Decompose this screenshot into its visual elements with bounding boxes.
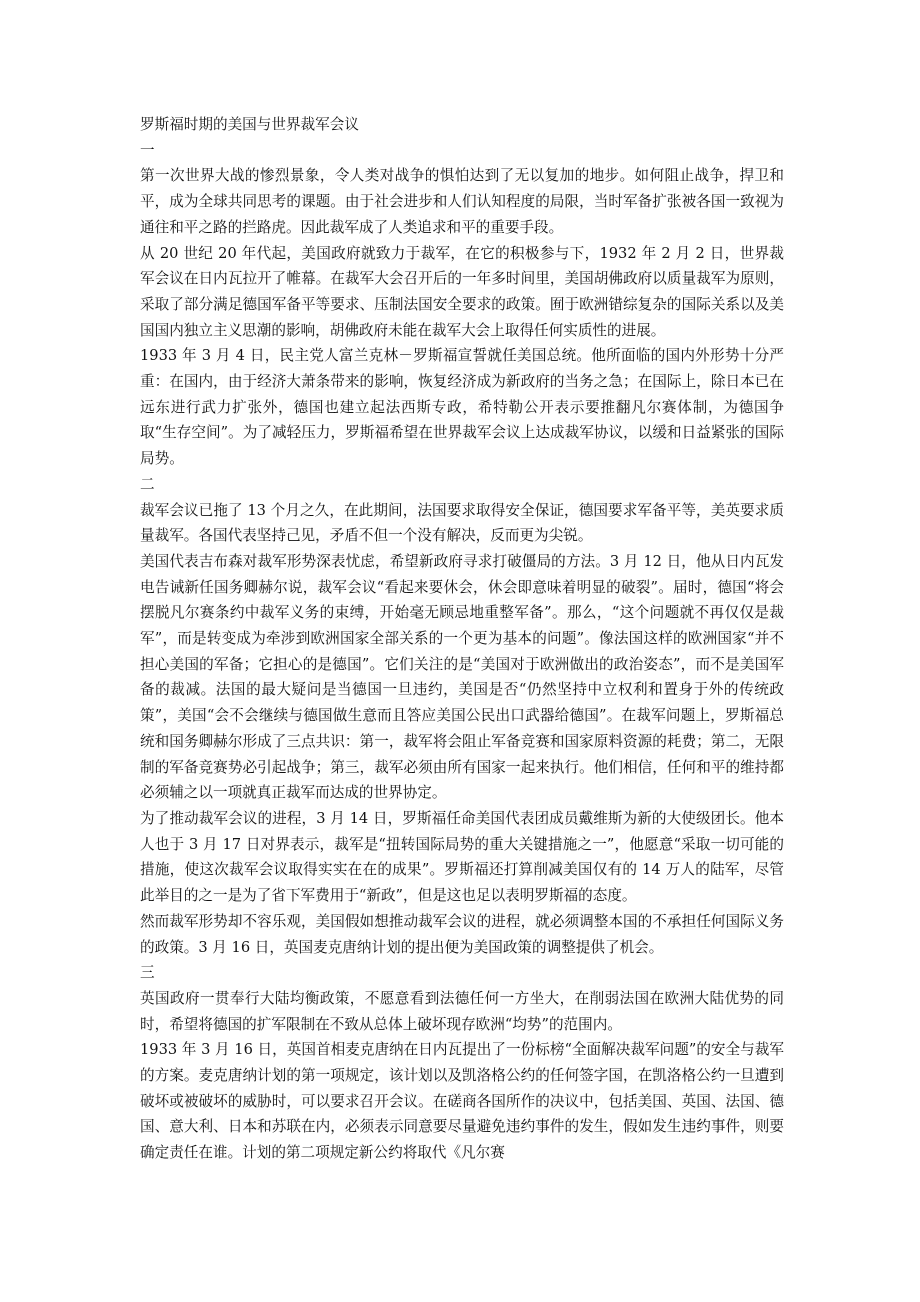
section-number: 三 — [140, 964, 155, 982]
paragraph: 第一次世界大战的惨烈景象，令人类对战争的惧怕达到了无以复加的地步。如何阻止战争，捍卫和平，成为全球共同思考的课题。由于社会进步和人们认知程度的局限，当时军备扩张被各国一致视为通往和平之路的拦路虎。因此裁军成了人类追求和平的重要手段。 — [140, 167, 784, 236]
paragraph: 英国政府一贯奉行大陆均衡政策，不愿意看到法德任何一方坐大，在削弱法国在欧洲大陆优势的同时，希望将德国的扩军限制在不致从总体上破坏现存欧洲“均势”的范围内。 — [140, 989, 784, 1033]
document-page — [140, 112, 784, 1166]
paragraph: 为了推动裁军会议的进程，3 月 14 日，罗斯福任命美国代表团成员戴维斯为新的大使级团长。他本人也于 3 月 17 日对界表示，裁军是“扭转国际局势的重大关键措施之一”，他愿意“采取一切可能的措施，使这次裁军会议取得实实在在的成果”。罗斯福还打算削减美国仅有的 14 万人的陆军，尽管此举目的之一是为了省下军费用于“新政”，但是这也足以表明罗斯福的态度。 — [140, 809, 784, 905]
document-title: 罗斯福时期的美国与世界裁军会议 — [140, 116, 359, 133]
section-number: 一 — [140, 141, 155, 159]
paragraph: 1933 年 3 月 16 日，英国首相麦克唐纳在日内瓦提出了一份标榜“全面解决裁军问题”的安全与裁军的方案。麦克唐纳计划的第一项规定，该计划以及凯洛格公约的任何签字国，在凯洛格公约一旦遭到破坏或被破坏的威胁时，可以要求召开会议。在磋商各国所作的决议中，包括美国、英国、法国、德国、意大利、日本和苏联在内，必须表示同意要尽量避免违约事件的发生，假如发生违约事件，则要确定责任在谁。计划的第二项规定新公约将取代《凡尔赛 — [140, 1041, 784, 1162]
paragraph: 裁军会议已拖了 13 个月之久，在此期间，法国要求取得安全保证，德国要求军备平等，美英要求质量裁军。各国代表坚持己见，矛盾不但一个没有解决，反而更为尖锐。 — [140, 501, 784, 545]
section-number: 二 — [140, 475, 155, 493]
paragraph: 美国代表吉布森对裁军形势深表忧虑，希望新政府寻求打破僵局的方法。3 月 12 日，他从日内瓦发电告诫新任国务卿赫尔说，裁军会议“看起来要休会，休会即意味着明显的破裂”。届时，德国“将会摆脱凡尔赛条约中裁军义务的束缚，开始毫无顾忌地重整军备”。那么，“这个问题就不再仅仅是裁军”，而是转变成为牵涉到欧洲国家全部关系的一个更为基本的问题”。像法国这样的欧洲国家“并不担心美国的军备；它担心的是德国”。它们关注的是“美国对于欧洲做出的政治姿态”，而不是美国军备的裁减。法国的最大疑问是当德国一旦违约，美国是否“仍然坚持中立权利和置身于外的传统政策”，美国“会不会继续与德国做生意而且答应美国公民出口武器给德国”。在裁军问题上，罗斯福总统和国务卿赫尔形成了三点共识：第一，裁军将会阻止军备竞赛和国家原料资源的耗费；第二，无限制的军备竞赛势必引起战争；第三，裁军必须由所有国家一起来执行。他们相信，任何和平的维持都必须辅之以一项就真正裁军而达成的世界协定。 — [140, 552, 784, 802]
paragraph: 从 20 世纪 20 年代起，美国政府就致力于裁军，在它的积极参与下，1932 年 2 月 2 日，世界裁军会议在日内瓦拉开了帷幕。在裁军大会召开后的一年多时间里，美国胡佛政府以质量裁军为原则，采取了部分满足德国军备平等要求、压制法国安全要求的政策。囿于欧洲错综复杂的国际关系以及美国国内独立主义思潮的影响，胡佛政府未能在裁军大会上取得任何实质性的进展。 — [140, 244, 784, 339]
paragraph: 1933 年 3 月 4 日，民主党人富兰克林－罗斯福宣誓就任美国总统。他所面临的国内外形势十分严重：在国内，由于经济大萧条带来的影响，恢复经济成为新政府的当务之急；在国际上，除日本已在远东进行武力扩张外，德国也建立起法西斯专政，希特勒公开表示要推翻凡尔赛体制，为德国争取“生存空间”。为了减轻压力，罗斯福希望在世界裁军会议上达成裁军协议，以缓和日益紧张的国际局势。 — [140, 347, 784, 468]
paragraph: 然而裁军形势却不容乐观，美国假如想推动裁军会议的进程，就必须调整本国的不承担任何国际义务的政策。3 月 16 日，英国麦克唐纳计划的提出便为美国政策的调整提供了机会。 — [140, 912, 784, 956]
